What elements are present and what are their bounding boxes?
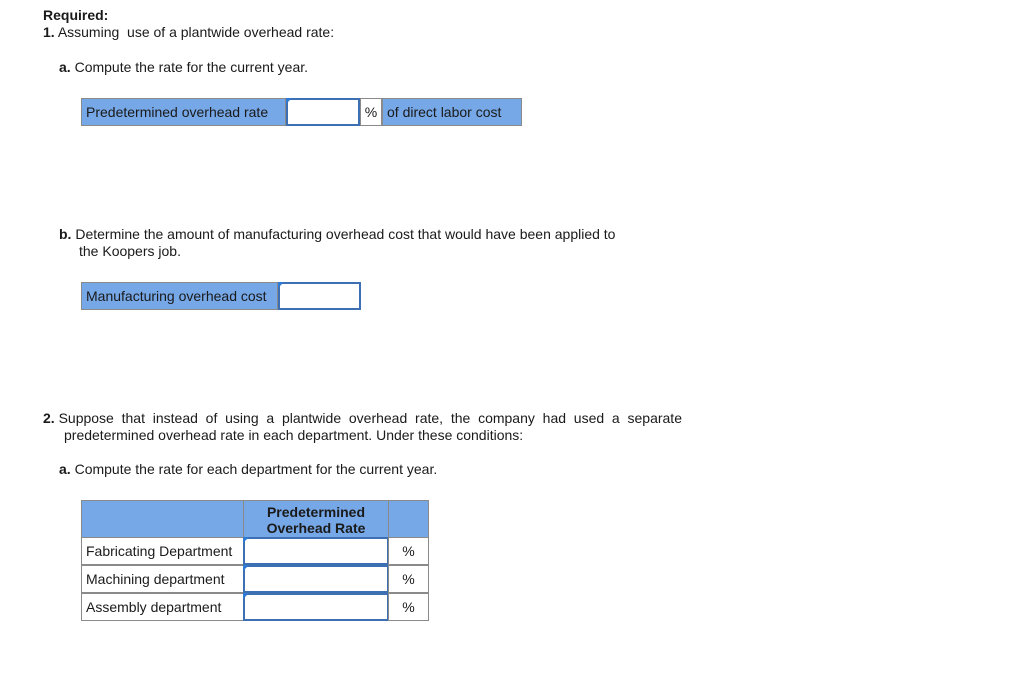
column-header-predetermined-overhead-rate bbox=[243, 500, 389, 538]
fabricating-rate-cell bbox=[243, 537, 389, 565]
machining-rate-cell bbox=[243, 565, 389, 593]
required-heading: Required: bbox=[43, 7, 109, 23]
predetermined-rate-input[interactable] bbox=[288, 100, 358, 124]
predetermined-rate-input-cell bbox=[286, 98, 360, 126]
overhead-cost-input-cell bbox=[278, 282, 361, 310]
question-2-number: 2. bbox=[43, 410, 55, 426]
question-1 bbox=[43, 24, 334, 41]
question-2a bbox=[59, 461, 437, 478]
table-header-blank bbox=[81, 500, 244, 538]
question-2a-letter: a. bbox=[59, 461, 71, 477]
table-row-label: Fabricating Department bbox=[81, 537, 244, 565]
question-2-text-line2: predetermined overhead rate in each department. Under these conditions: bbox=[64, 427, 524, 443]
percent-sign: % bbox=[360, 98, 382, 126]
question-2 bbox=[43, 410, 682, 427]
percent-sign: % bbox=[388, 593, 429, 621]
column-header-line1: Predetermined bbox=[266, 504, 366, 520]
predetermined-rate-label: Predetermined overhead rate bbox=[81, 98, 286, 126]
table-header-unit bbox=[388, 500, 429, 538]
overhead-cost-input[interactable] bbox=[280, 284, 359, 308]
question-1a-text: Compute the rate for the current year. bbox=[74, 59, 309, 75]
table-row-label: Assembly department bbox=[81, 593, 244, 621]
column-header-line2: Overhead Rate bbox=[266, 520, 366, 536]
table-row-label: Machining department bbox=[81, 565, 244, 593]
question-1-text: Assuming use of a plantwide overhead rate: bbox=[57, 24, 335, 40]
percent-sign: % bbox=[388, 565, 429, 593]
question-1b-text-line2: the Koopers job. bbox=[79, 243, 181, 259]
question-2-text-line1: Suppose that instead of using a plantwide overhead rate, the company had used a separate bbox=[58, 410, 682, 426]
question-1a-letter: a. bbox=[59, 59, 71, 75]
assembly-rate-cell bbox=[243, 593, 389, 621]
question-2a-text: Compute the rate for each department for the current year. bbox=[74, 461, 438, 477]
question-1a bbox=[59, 59, 308, 76]
fabricating-rate-input[interactable] bbox=[245, 539, 387, 563]
percent-sign: % bbox=[388, 537, 429, 565]
question-1b-letter: b. bbox=[59, 226, 72, 242]
question-1b-text-line1: Determine the amount of manufacturing overhead cost that would have been applied to bbox=[75, 226, 616, 242]
rate-suffix-label: of direct labor cost bbox=[382, 98, 522, 126]
question-1b bbox=[59, 226, 615, 243]
assembly-rate-input[interactable] bbox=[245, 595, 387, 619]
overhead-cost-label: Manufacturing overhead cost bbox=[81, 282, 278, 310]
question-1-number: 1. bbox=[43, 24, 55, 40]
machining-rate-input[interactable] bbox=[245, 567, 387, 591]
